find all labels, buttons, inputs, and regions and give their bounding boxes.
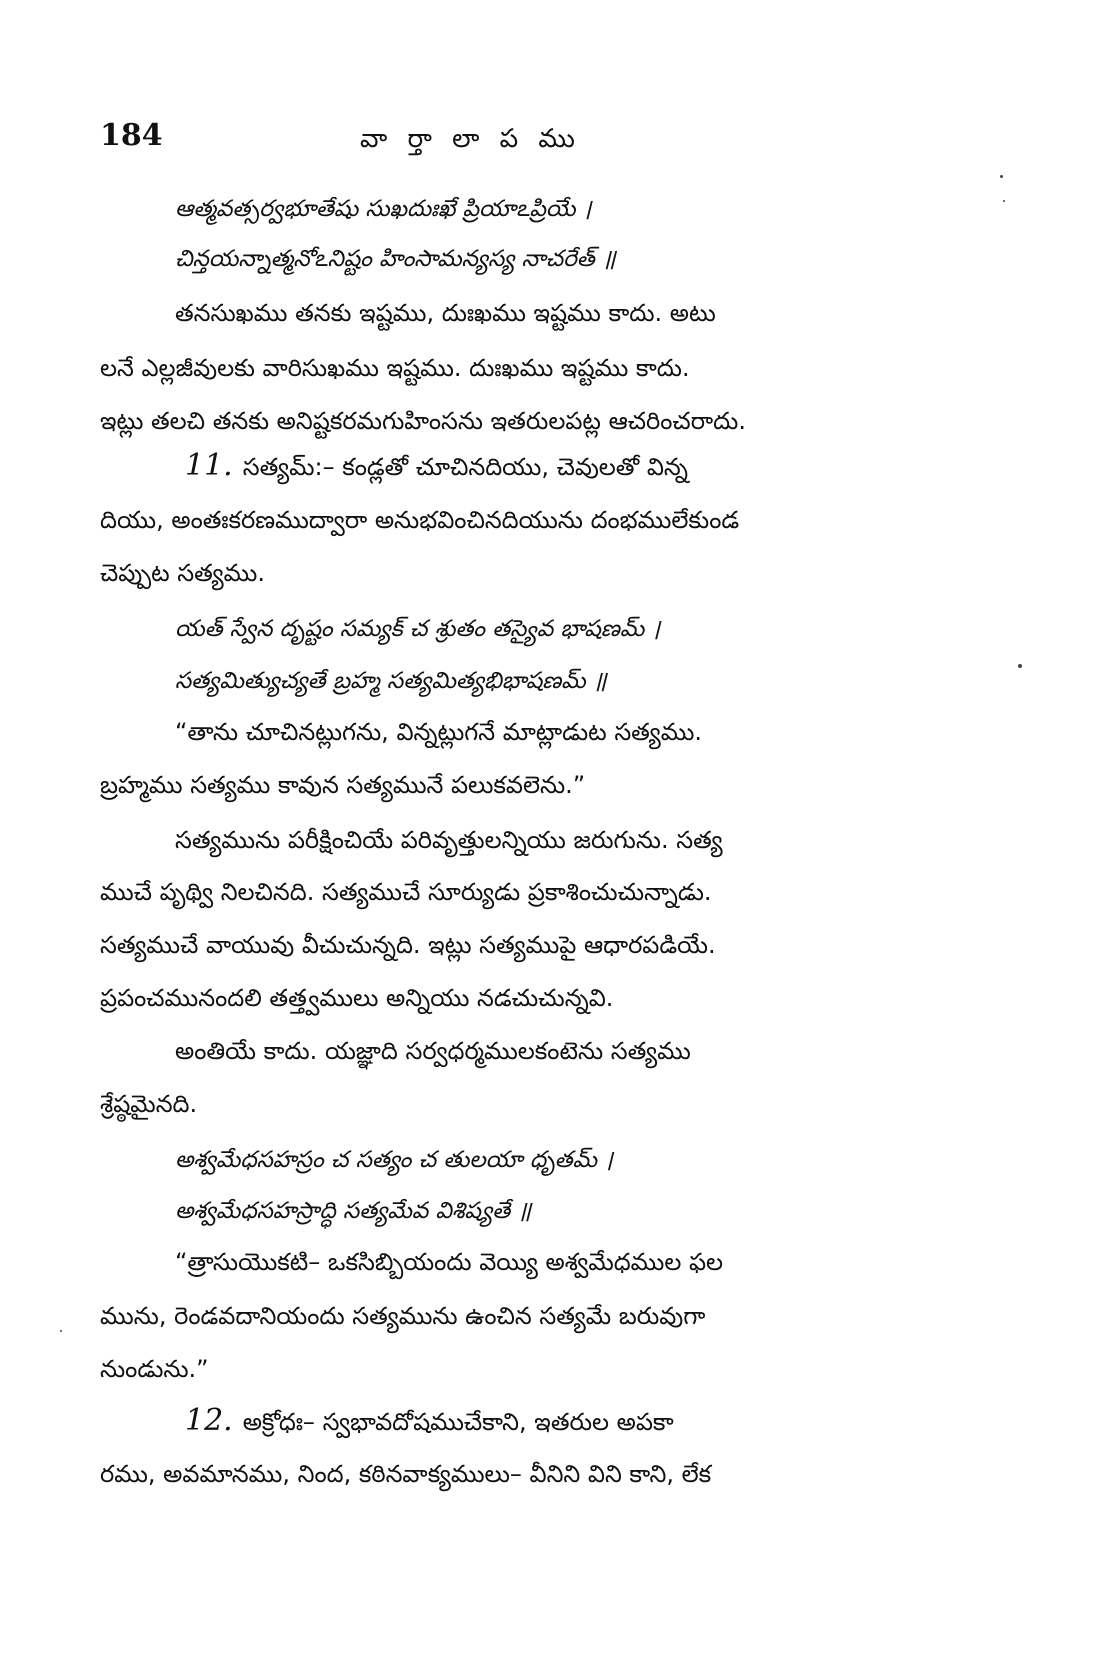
verse-line: యత్ స్వేన దృష్టం సమ్యక్ చ శ్రుతం తస్యైవ భాషణమ్ ।: [175, 616, 661, 642]
running-title: వా ర్తా లా ప ము: [360, 124, 581, 154]
text-line: ఇట్లు తలచి తనకు అనిష్టకరమగుహింసను ఇతరులపట్ల ఆచరించరాదు.: [100, 407, 746, 435]
text-line: లనే ఎల్లజీవులకు వారిసుఖము ఇష్టము. దుఃఖము ఇష్టము కాదు.: [100, 354, 690, 382]
verse-line: ఆత్మవత్సర్వభూతేషు సుఖదుఃఖే ప్రియాఽప్రియే ।: [175, 196, 592, 222]
text-line: 12. అక్రోధః– స్వభావదోషముచేకాని, ఇతరుల అపకా: [185, 1403, 674, 1438]
verse-line: అశ్వమేధసహస్రాద్ధి సత్యమేవ విశిష్యతే ॥: [175, 1198, 532, 1224]
text-line: బ్రహ్మము సత్యము కావున సత్యమునే పలుకవలెను.”: [100, 771, 586, 799]
verse-line: చిన్తయన్నాత్మనోఽనిష్టం హింసామన్యస్య నాచరేత్ ॥: [175, 246, 616, 272]
text-line: అంతియే కాదు. యజ్ఞాది సర్వధర్మములకంటెను సత్యము: [175, 1037, 691, 1065]
speck: [60, 1330, 62, 1332]
speck: [1003, 200, 1005, 202]
text-line: ముచే పృథ్వి నిలచినది. సత్యముచే సూర్యుడు ప్రకాశించుచున్నాడు.: [100, 878, 712, 906]
speck: [1000, 175, 1003, 178]
text-line: తనసుఖము తనకు ఇష్టము, దుఃఖము ఇష్టము కాదు. అటు: [175, 299, 716, 327]
text-line: రము, అవమానము, నింద, కఠినవాక్యములు– వీనిని విని కాని, లేక: [100, 1460, 712, 1488]
verse-line: అశ్వమేధసహస్రం చ సత్యం చ తులయా ధృతమ్ ।: [175, 1147, 613, 1173]
text-line: “తాను చూచినట్లుగను, విన్నట్లుగనే మాట్లాడుట సత్యము.: [175, 718, 703, 746]
paragraph-number: 11.: [185, 448, 233, 483]
text-line: “త్రాసుయొకటి– ఒకసిబ్బియందు వెయ్యి అశ్వమేధముల ఫల: [175, 1248, 724, 1276]
text-line: మును, రెండవదానియందు సత్యమును ఉంచిన సత్యమే బరువుగా: [100, 1302, 706, 1330]
text-line: సత్యముచే వాయువు వీచుచున్నది. ఇట్లు సత్యముపై ఆధారపడియే.: [100, 931, 716, 959]
verse-line: సత్యమిత్యుచ్యతే బ్రహ్మ సత్యమిత్యభిభాషణమ్ ॥: [175, 668, 607, 694]
text-line: ప్రపంచమునందలి తత్త్వములు అన్నియు నడచుచున్నవి.: [100, 984, 614, 1012]
text-line: చెప్పుట సత్యము.: [100, 559, 265, 587]
text-line: దియు, అంతఃకరణముద్వారా అనుభవించినదియును దంభములేకుండ: [100, 506, 740, 534]
text-line: శ్రేష్ఠమైనది.: [100, 1090, 198, 1118]
page-number: 184: [100, 118, 163, 153]
speck: [1018, 664, 1022, 668]
text-line: 11. సత్యమ్:– కండ్లతో చూచినదియు, చెవులతో విన్న: [185, 448, 688, 483]
paragraph-number: 12.: [185, 1403, 233, 1438]
text-line: సత్యమును పరీక్షించియే పరివృత్తులన్నియు జరుగును. సత్య: [175, 826, 723, 854]
text-line: నుండును.”: [100, 1355, 209, 1383]
